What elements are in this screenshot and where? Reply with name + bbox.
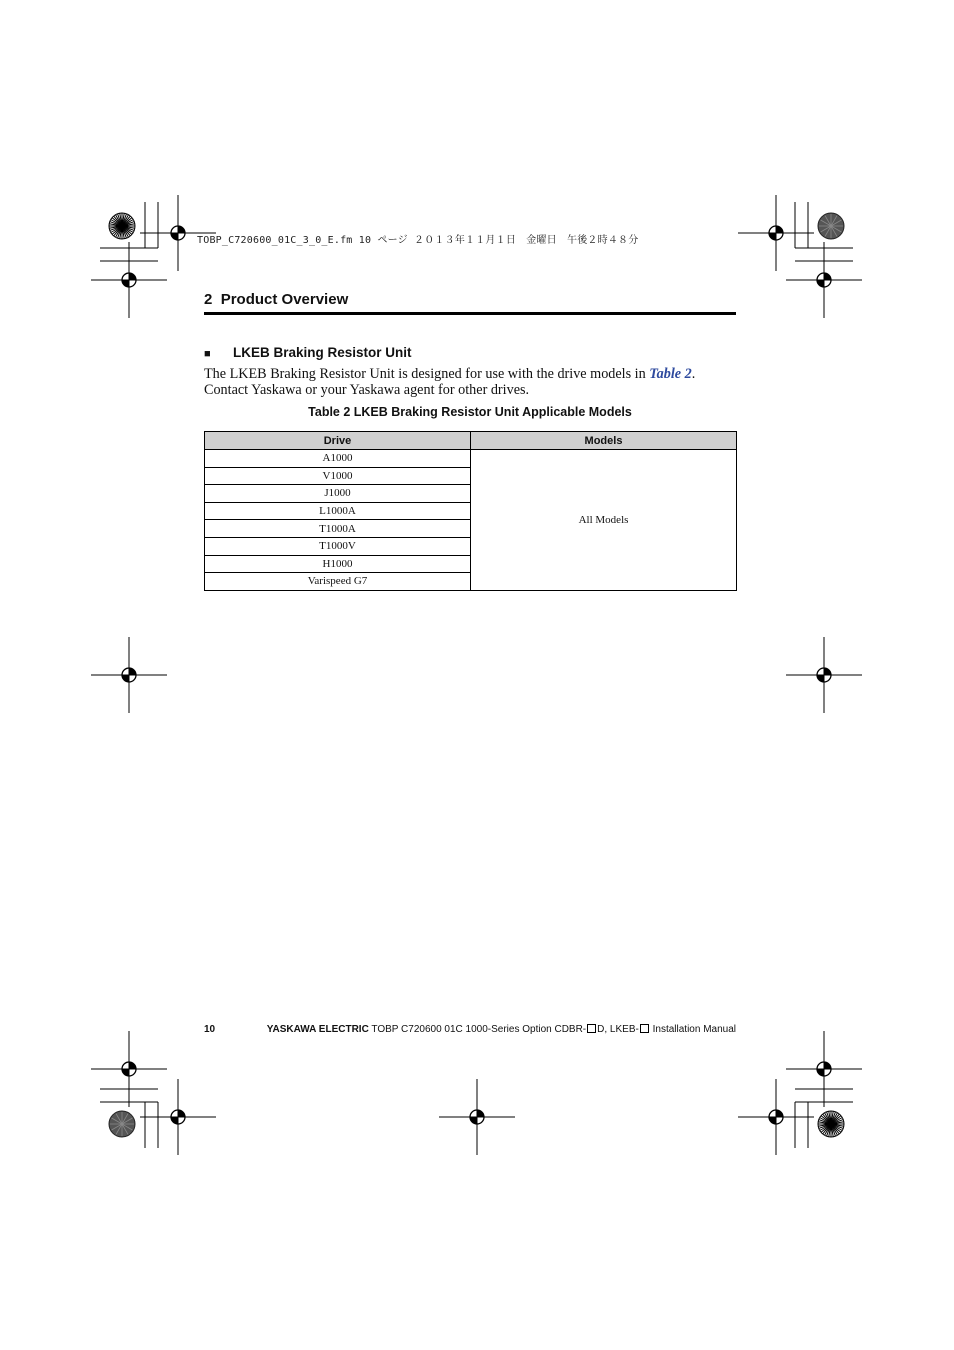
column-header-models: Models <box>471 432 737 450</box>
section-number: 2 <box>204 291 213 308</box>
drive-cell: H1000 <box>205 555 471 573</box>
footer-brand: YASKAWA ELECTRIC <box>266 1024 369 1035</box>
drive-cell: Varispeed G7 <box>205 573 471 591</box>
table-header-row <box>205 432 737 450</box>
subsection-title: LKEB Braking Resistor Unit <box>233 345 412 360</box>
section-title-text: Product Overview <box>220 291 349 308</box>
applicable-models-table <box>204 431 737 591</box>
drive-cell: J1000 <box>205 485 471 503</box>
drive-cell: A1000 <box>205 450 471 468</box>
drive-cell: V1000 <box>205 467 471 485</box>
models-cell: All Models <box>471 450 737 591</box>
footer-doc-part1: TOBP C720600 01C 1000-Series Option CDBR- <box>368 1024 587 1035</box>
body-text-before: The LKEB Braking Resistor Unit is designed for use with the drive models in <box>204 366 650 382</box>
placeholder-box-icon <box>587 1024 596 1033</box>
column-header-drive: Drive <box>205 432 471 450</box>
table-caption: Table 2 LKEB Braking Resistor Unit Applicable Models <box>308 405 632 419</box>
footer-document-title <box>267 1024 736 1035</box>
body-paragraph <box>204 367 736 398</box>
placeholder-box-icon <box>640 1024 649 1033</box>
page-number: 10 <box>204 1024 216 1035</box>
drive-cell: T1000V <box>205 537 471 555</box>
drive-cell: L1000A <box>205 502 471 520</box>
table-reference-link[interactable]: Table 2 <box>649 366 692 382</box>
drive-cell: T1000A <box>205 520 471 538</box>
footer-doc-part2: D, LKEB- <box>597 1024 639 1035</box>
body-text-after: . Contact Yaskawa or your Yaskawa agent for other drives. <box>204 366 696 398</box>
subsection-heading <box>204 345 412 360</box>
section-title <box>204 291 348 308</box>
section-rule <box>204 312 736 315</box>
table-row <box>205 450 737 468</box>
footer-doc-part3: Installation Manual <box>649 1024 736 1035</box>
print-file-header: TOBP_C720600_01C_3_0_E.fm 10 ページ ２０１３年１１月１日 金曜日 午後２時４８分 <box>197 235 639 246</box>
square-bullet-icon: ■ <box>204 348 211 360</box>
